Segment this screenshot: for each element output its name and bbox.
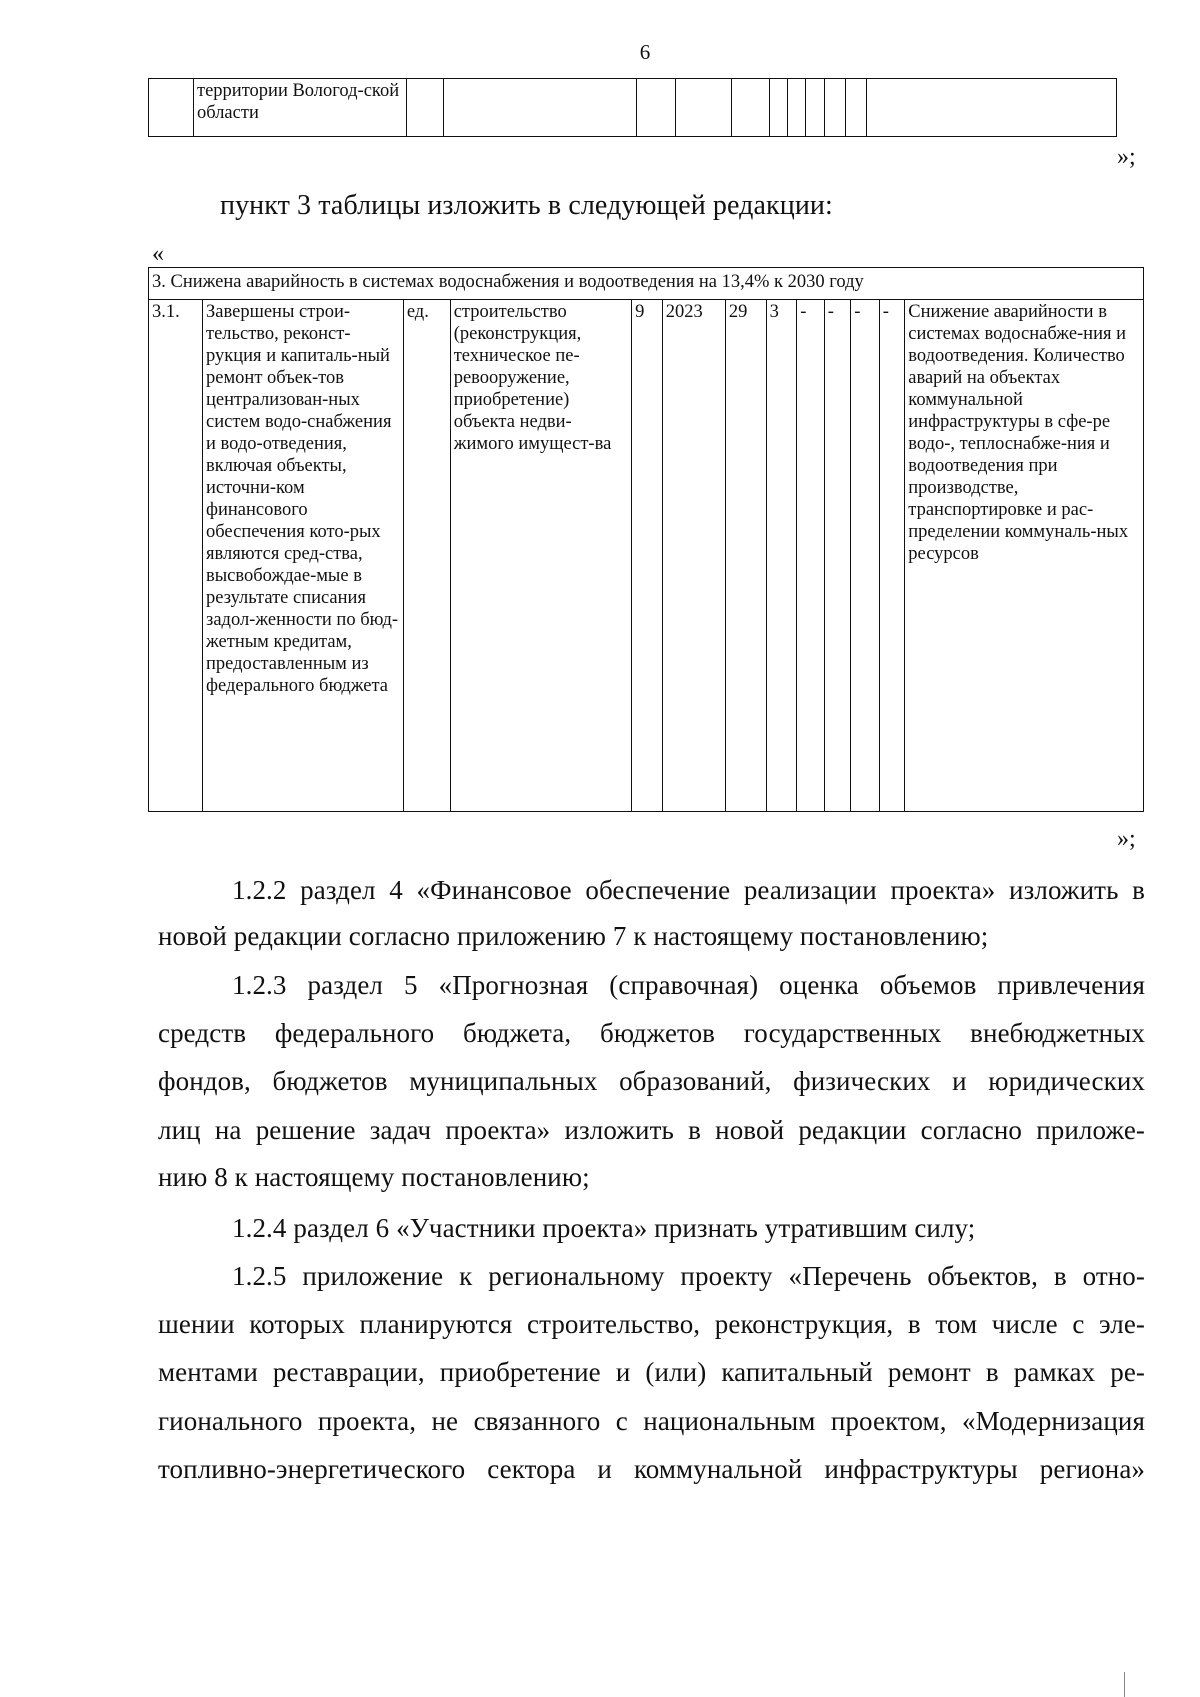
table-cell bbox=[407, 79, 444, 137]
base-value-cell: 9 bbox=[632, 300, 663, 812]
paragraph-line: ментами реставрации, приобретение и (или) капитальный ремонт в рамках ре- bbox=[158, 1357, 1145, 1387]
table-cell bbox=[788, 79, 806, 137]
note-cell: Снижение аварийности в системах водоснабже-ния и водоотведения. Количество аварий на объектах коммунальной инфраструктуры в сфе-ре водо-, теплоснабже-ния и водоотведения при производстве, транспортировке и рас-пределении коммуналь-ных ресурсов bbox=[905, 300, 1144, 812]
unit-cell: ед. bbox=[403, 300, 450, 812]
paragraph-line: нию 8 к настоящему постановлению; bbox=[158, 1162, 590, 1192]
page-number: 6 bbox=[639, 40, 651, 64]
table-continuation bbox=[148, 78, 1117, 137]
table-cell bbox=[732, 79, 770, 137]
table-header-cell: 3. Снижена аварийность в системах водоснабжения и водоотведения на 13,4% к 2030 году bbox=[149, 268, 1144, 300]
paragraph-line: лиц на решение задач проекта» изложить в новой редакции согласно приложе- bbox=[158, 1115, 1145, 1145]
table-cell bbox=[149, 79, 194, 137]
value-cell: 29 bbox=[725, 300, 766, 812]
paragraph-line: гионального проекта, не связанного с национальным проектом, «Модернизация bbox=[158, 1406, 1145, 1436]
paragraph-line: фондов, бюджетов муниципальных образований, физических и юридических bbox=[158, 1066, 1145, 1096]
result-cell: Завершены строи-тельство, реконст-рукция и капиталь-ный ремонт объек-тов централизован-ных систем водо-снабжения и водо-отведения, включая объекты, источни-ком финансового обеспечения кото-рых являются сред-ства, высвобождае-мые в результате списания задол-женности по бюд-жетным кредитам, предоставленным из федерального бюджета bbox=[203, 300, 404, 812]
paragraph-line: 1.2.4 раздел 6 «Участники проекта» признать утратившим силу; bbox=[232, 1213, 976, 1243]
value-cell: - bbox=[797, 300, 825, 812]
table-cell bbox=[806, 79, 825, 137]
type-cell: строительство (реконструкция, техническое пе-ревооружение, приобретение) объекта недви-жимого имущест-ва bbox=[450, 300, 631, 812]
table-cell bbox=[846, 79, 867, 137]
paragraph-line: 1.2.3 раздел 5 «Прогнозная (справочная) оценка объемов привлечения bbox=[232, 970, 1145, 1000]
opening-quote: « bbox=[152, 241, 164, 267]
paragraph-line: топливно-энергетического сектора и коммунальной инфраструктуры региона» bbox=[158, 1454, 1145, 1484]
table-row bbox=[149, 300, 1144, 812]
table-cell bbox=[770, 79, 788, 137]
closing-quote: »; bbox=[1117, 144, 1136, 170]
table-cell bbox=[444, 79, 637, 137]
table-row bbox=[149, 268, 1144, 300]
value-cell: - bbox=[879, 300, 904, 812]
closing-quote: »; bbox=[1117, 826, 1136, 852]
value-cell: 3 bbox=[766, 300, 797, 812]
value-cell: - bbox=[851, 300, 880, 812]
paragraph-line: 1.2.2 раздел 4 «Финансовое обеспечение реализации проекта» изложить в bbox=[232, 875, 1145, 905]
table-cell bbox=[867, 79, 1117, 137]
table-cell bbox=[676, 79, 732, 137]
table-cell bbox=[825, 79, 846, 137]
table-main bbox=[148, 267, 1144, 812]
base-year-cell: 2023 bbox=[662, 300, 725, 812]
value-cell: - bbox=[824, 300, 851, 812]
paragraph-line: средств федерального бюджета, бюджетов государственных внебюджетных bbox=[158, 1018, 1145, 1048]
table-cell: территории Вологод-ской области bbox=[194, 79, 407, 137]
table-cell bbox=[637, 79, 676, 137]
paragraph-line: новой редакции согласно приложению 7 к настоящему постановлению; bbox=[158, 921, 989, 951]
row-number-cell: 3.1. bbox=[149, 300, 203, 812]
instruction-text: пункт 3 таблицы изложить в следующей редакции: bbox=[220, 190, 833, 221]
scan-mark bbox=[1124, 1672, 1125, 1697]
paragraph-line: 1.2.5 приложение к региональному проекту «Перечень объектов, в отно- bbox=[232, 1261, 1145, 1291]
paragraph-line: шении которых планируются строительство, реконструкция, в том числе с эле- bbox=[158, 1309, 1145, 1339]
table-row bbox=[149, 79, 1117, 137]
